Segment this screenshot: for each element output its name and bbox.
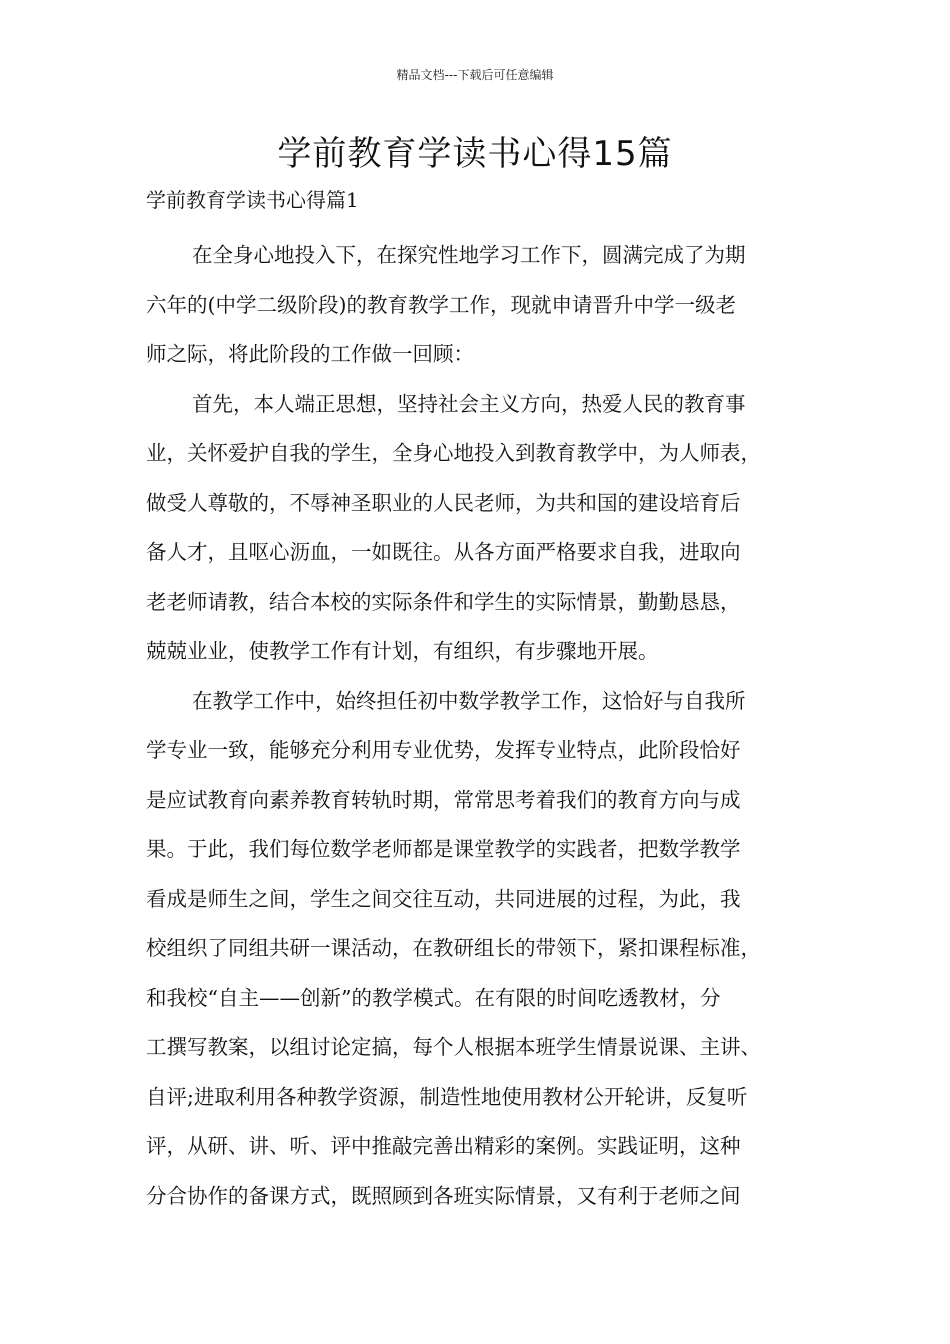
document-title: 学前教育学读书心得15篇 bbox=[277, 134, 673, 174]
paragraph-line: 校组织了同组共研一课活动，在教研组长的带领下，紧扣课程标准， bbox=[146, 936, 761, 960]
paragraph-line: 果。于此，我们每位数学老师都是课堂教学的实践者，把数学教学 bbox=[146, 837, 741, 861]
paragraph-line: 工撰写教案，以组讨论定搞，每个人根据本班学生情景说课、主讲、 bbox=[146, 1035, 761, 1059]
paragraph-1 bbox=[146, 231, 818, 380]
paragraph-line: 首先，本人端正思想，坚持社会主义方向，热爱人民的教育事 bbox=[192, 391, 746, 416]
paragraph-line: 业，关怀爱护自我的学生，全身心地投入到教育教学中，为人师表， bbox=[146, 441, 761, 465]
paragraph-3 bbox=[146, 677, 818, 1222]
paragraph-line: 看成是师生之间，学生之间交往互动，共同进展的过程，为此，我 bbox=[146, 886, 741, 911]
paragraph-line: 自评;进取利用各种教学资源，制造性地使用教材公开轮讲，反复听 bbox=[146, 1084, 748, 1109]
paragraph-line: 备人才，且呕心沥血，一如既往。从各方面严格要求自我，进取向 bbox=[146, 540, 741, 564]
header-note: 精品文档---下载后可任意编辑 bbox=[396, 68, 554, 82]
section-heading: 学前教育学读书心得篇1 bbox=[146, 188, 359, 212]
paragraph-line: 做受人尊敬的，不辱神圣职业的人民老师，为共和国的建设培育后 bbox=[146, 490, 741, 515]
paragraph-line: 师之际，将此阶段的工作做一回顾： bbox=[146, 342, 474, 366]
paragraph-line: 是应试教育向素养教育转轨时期，常常思考着我们的教育方向与成 bbox=[146, 787, 741, 812]
paragraph-line: 和我校“自主——创新”的教学模式。在有限的时间吃透教材，分 bbox=[146, 985, 721, 1010]
paragraph-line: 分合协作的备课方式，既照顾到各班实际情景，又有利于老师之间 bbox=[146, 1183, 741, 1208]
paragraph-line: 在全身心地投入下，在探究性地学习工作下，圆满完成了为期 bbox=[192, 243, 746, 267]
paragraph-line: 学专业一致，能够充分利用专业优势，发挥专业特点，此阶段恰好 bbox=[146, 738, 741, 762]
paragraph-line: 在教学工作中，始终担任初中数学教学工作，这恰好与自我所 bbox=[192, 688, 746, 713]
paragraph-line: 老老师请教，结合本校的实际条件和学生的实际情景，勤勤恳恳， bbox=[146, 589, 741, 614]
paragraph-line: 兢兢业业，使教学工作有计划，有组织，有步骤地开展。 bbox=[146, 639, 659, 663]
paragraph-2 bbox=[146, 380, 818, 677]
paragraph-line: 六年的(中学二级阶段)的教育教学工作，现就申请晋升中学一级老 bbox=[146, 292, 736, 317]
paragraph-line: 评，从研、讲、听、评中推敲完善出精彩的案例。实践证明，这种 bbox=[146, 1134, 741, 1158]
document-body bbox=[146, 231, 818, 1221]
